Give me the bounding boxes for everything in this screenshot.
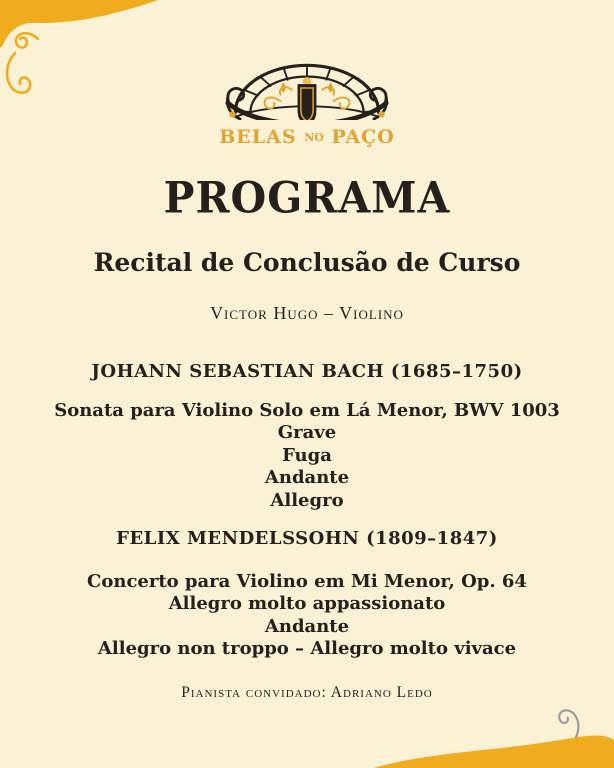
movement: Andante — [264, 615, 350, 637]
movement: Grave — [277, 422, 337, 443]
bottom-right-wave-decoration — [374, 708, 614, 768]
guest-pianist-line: Pianista convidado: Adriano Ledo — [181, 683, 433, 701]
belas-no-paco-logo — [207, 0, 407, 148]
logo-arch-emblem — [219, 54, 395, 120]
page-title: PROGRAMA — [163, 173, 451, 223]
recital-subtitle: Recital de Conclusão de Curso — [93, 248, 521, 277]
movement: Fuga — [282, 444, 332, 466]
section-mendelssohn — [0, 527, 614, 661]
top-left-swirl-ornament — [2, 28, 42, 98]
movement: Allegro non troppo – Allegro molto vivace — [97, 638, 517, 659]
logo-wordmark — [207, 126, 407, 148]
composer-name: FELIX MENDELSSOHN (1809–1847) — [116, 528, 498, 549]
performer-line: Victor Hugo – Violino — [210, 303, 404, 323]
movement: Allegro — [270, 489, 344, 511]
section-bach — [0, 360, 614, 512]
composer-name: JOHANN SEBASTIAN BACH (1685–1750) — [91, 361, 523, 382]
work-title: Concerto para Violino em Mi Menor, Op. 64 — [87, 571, 527, 592]
movement: Andante — [264, 467, 350, 488]
movement: Allegro molto appassionato — [168, 593, 446, 614]
logo-word-no: NO — [304, 131, 324, 144]
logo-word-belas: BELAS — [219, 126, 297, 148]
logo-word-paco: PAÇO — [331, 126, 395, 148]
work-title: Sonata para Violino Solo em Lá Menor, BWV 1003 — [54, 400, 560, 421]
